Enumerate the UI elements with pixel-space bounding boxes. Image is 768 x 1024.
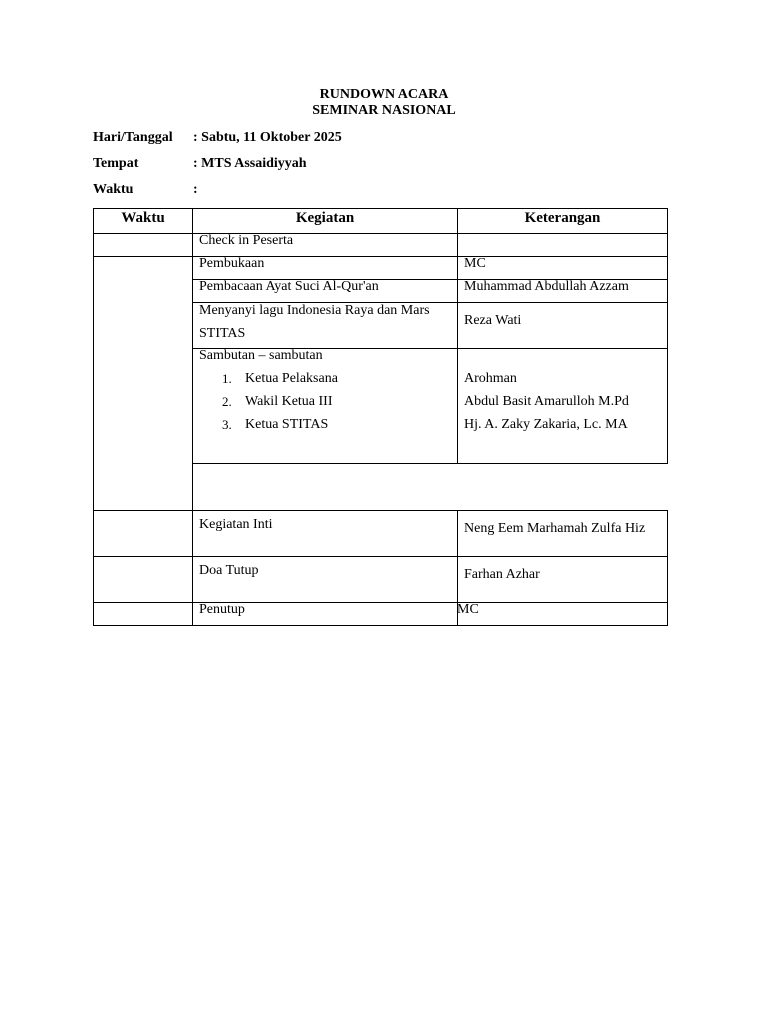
- table-cell-inti-ket: Neng Eem Marhamah Zulfa Hiz: [464, 521, 646, 536]
- list-item-number: 2.: [222, 394, 232, 409]
- meta-value-place: : MTS Assaidiyyah: [193, 156, 307, 171]
- table-cell-doa: Doa Tutup: [199, 563, 259, 578]
- table-cell-sambutan-title: Sambutan – sambutan: [199, 348, 323, 363]
- table-cell-penutup-ket: MC: [457, 602, 479, 617]
- table-header-keterangan: Keterangan: [524, 210, 601, 226]
- table-cell-inti: Kegiatan Inti: [199, 517, 273, 532]
- table-cell-checkin: Check in Peserta: [199, 233, 294, 248]
- document-title: RUNDOWN ACARA: [319, 87, 449, 102]
- table-border: [93, 556, 668, 557]
- table-cell-doa-ket: Farhan Azhar: [464, 567, 540, 582]
- table-header-waktu: Waktu: [121, 210, 165, 226]
- meta-label-time: Waktu: [93, 182, 134, 197]
- table-cell-pembacaan-ket: Muhammad Abdullah Azzam: [464, 279, 629, 294]
- table-border: [93, 256, 668, 257]
- table-border: [192, 463, 668, 464]
- table-border: [667, 208, 668, 464]
- list-item-number: 3.: [222, 417, 232, 432]
- table-border: [93, 208, 94, 626]
- table-cell-pembukaan-ket: MC: [464, 256, 486, 271]
- table-cell-pembacaan: Pembacaan Ayat Suci Al-Qur'an: [199, 279, 379, 294]
- meta-value-date: : Sabtu, 11 Oktober 2025: [193, 130, 342, 145]
- table-border: [457, 208, 458, 464]
- document-subtitle: SEMINAR NASIONAL: [312, 103, 456, 118]
- table-cell-sambutan-ket: Hj. A. Zaky Zakaria, Lc. MA: [464, 417, 628, 432]
- table-cell-sambutan-ket: Abdul Basit Amarulloh M.Pd: [464, 394, 629, 409]
- meta-label-place: Tempat: [93, 156, 139, 171]
- list-item: Wakil Ketua III: [245, 394, 333, 409]
- table-border: [93, 233, 668, 234]
- table-header-kegiatan: Kegiatan: [295, 210, 355, 226]
- meta-value-time: :: [193, 182, 198, 197]
- table-border: [93, 510, 668, 511]
- table-border: [192, 208, 193, 626]
- table-cell-pembukaan: Pembukaan: [199, 256, 265, 271]
- meta-label-date: Hari/Tanggal: [93, 130, 173, 145]
- table-border: [93, 602, 668, 603]
- list-item-number: 1.: [222, 371, 232, 386]
- table-border: [93, 625, 668, 626]
- list-item: Ketua STITAS: [245, 417, 329, 432]
- table-cell-penutup: Penutup: [199, 602, 245, 617]
- table-cell-menyanyi: Menyanyi lagu Indonesia Raya dan Mars STITAS: [199, 303, 430, 341]
- table-cell-menyanyi-ket: Reza Wati: [464, 313, 522, 328]
- table-cell-sambutan-ket: Arohman: [464, 371, 517, 386]
- list-item: Ketua Pelaksana: [245, 371, 338, 386]
- table-border: [667, 510, 668, 626]
